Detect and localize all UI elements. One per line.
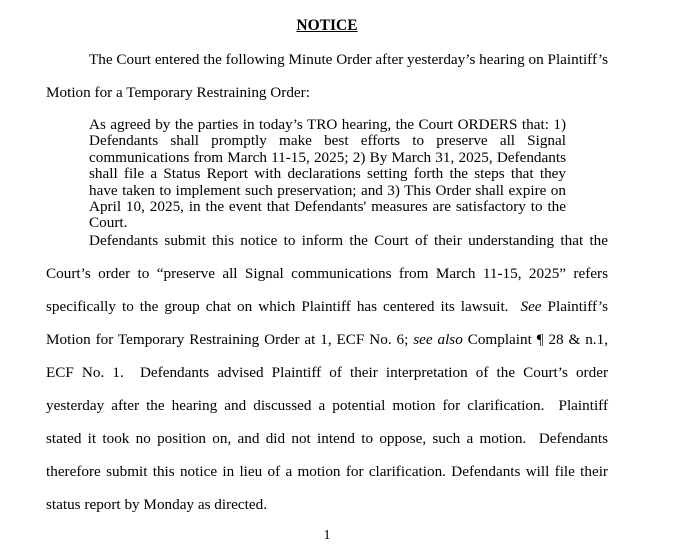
body-text-1: Defendants submit this notice to inform the Court of their understanding that the Court’s order to “preserve all Signal communications from March 11-15, 2025” refers specifically to the group chat on which Plaintiff has centered its lawsuit. — [46, 232, 608, 315]
body-paragraph — [46, 224, 608, 521]
citation-signal-see-also: see also — [413, 331, 463, 348]
body-text-5: Plaintiff stated it took no position on, and did not intend to oppose, such a motion. — [46, 397, 609, 447]
body-text-2: Plaintiff’s Motion for Temporary Restraining Order at 1, ECF No. 6; — [46, 298, 609, 348]
body-text-6: Defendants therefore submit this notice in lieu of a motion for clarification. Defendants will file their status report by Monday as directed. — [46, 430, 609, 513]
body-text-3: Complaint ¶ 28 & n.1, ECF No. 1. — [46, 331, 608, 381]
citation-signal-see: See — [520, 298, 542, 315]
body-text-4: Defendants advised Plaintiff of their interpretation of the Court’s order yesterday after the hearing and discussed a potential motion for clarification. — [46, 364, 609, 414]
notice-title: NOTICE — [296, 17, 358, 34]
page-number: 1 — [323, 528, 331, 543]
intro-paragraph — [46, 43, 608, 109]
minute-order-quote: As agreed by the parties in today’s TRO hearing, the Court ORDERS that: 1) Defendants shall promptly make best efforts to preserve all Signal communications from March 11-15, 2025; 2) By March 31, 2025, Defendants shall file a Status Report with declarations setting forth the steps that they have taken to implement such preservation; and 3) This Order shall expire on April 10, 2025, in the event that Defendants' measures are satisfactory to the Court. — [89, 116, 566, 232]
intro-text: The Court entered the following Minute Order after yesterday’s hearing on Plaintiff’s Motion for a Temporary Restraining Order: — [46, 51, 608, 101]
